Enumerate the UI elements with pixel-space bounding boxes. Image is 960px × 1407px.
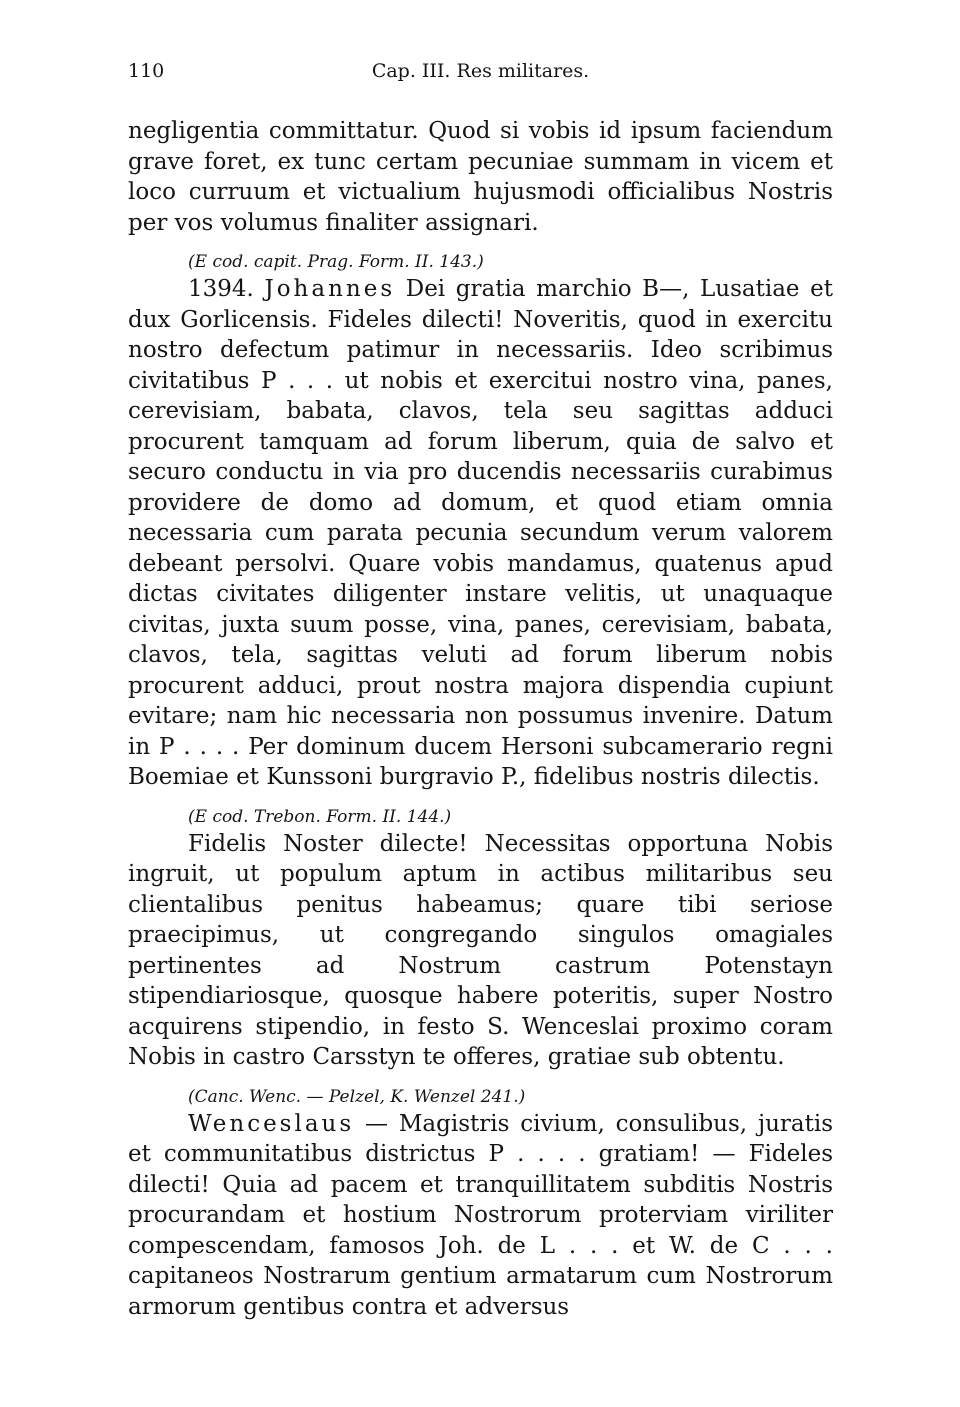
paragraph-continuation: negligentia committatur. Quod si vobis id ipsum faciendum grave foret, ex tunc certam pecuniae summam in vicem et loco curruum et victualium hujusmodi officialibus Nostris per vos volumus finaliter assignari. [128,118,833,236]
paragraph-johannes-letter [128,274,833,793]
page-number: 110 [128,60,165,82]
issuer-name: Wenceslaus [188,1110,355,1137]
source-citation: (E cod. Trebon. Form. II. 144.) [188,806,452,827]
issuer-name: Johannes [264,276,396,302]
paragraph-text: Dei gratia marchio B—, Lusatiae et dux Gorlicensis. Fideles dilecti! Noveritis, quod in exercitu nostro defectum patimur in necessariis. Ideo scribimus civitatibus P . . . ut nobis et exercitui nostro vina, panes, cerevisiam, babata, clavos, tela seu sagittas adduci procurent tamquam ad forum liberum, quia de salvo et securo conductu in via pro ducendis necessariis curabimus providere de domo ad domum, et quod etiam omnia necessaria cum parata pecunia secundum verum valorem debeant persolvi. Quare vobis mandamus, quatenus apud dictas civitates diligenter instare velitis, ut unaquaque civitas, juxta suum posse, vina, panes, cerevisiam, babata, clavos, tela, sagittas veluti ad forum liberum nobis procurent adduci, prout nostra majora dispendia cupiunt evitare; nam hic necessaria non possumus invenire. Datum in P . . . . Per dominum ducem Hersoni subcamerario regni Boemiae et Kunssoni burgravio P., fidelibus nostris dilectis. [128,276,833,790]
source-citation: (Canc. Wenc. — Pelzel, K. Wenzel 241.) [188,1086,526,1107]
body-text [128,116,833,1322]
document-year: 1394. [188,276,254,302]
paragraph-wenceslaus-letter [128,1109,833,1323]
running-head [128,56,833,86]
book-page [128,56,833,1322]
paragraph-fidelis-letter: Fidelis Noster dilecte! Necessitas opportuna Nobis ingruit, ut populum aptum in actibus militaribus seu clientalibus penitus habeamus; quare tibi seriose praecipimus, ut congregando singulos omagiales pertinentes ad Nostrum castrum Potenstayn stipendiariosque, quosque habere poteritis, super Nostro acquirens stipendio, in festo S. Wenceslai proximo coram Nobis in castro Carsstyn te offeres, gratiae sub obtentu. [128,830,833,1070]
paragraph-text: — Magistris civium, consulibus, juratis et communitatibus districtus P . . . . gratiam! — Fideles dilecti! Quia ad pacem et tranquillitatem subditis Nostris procurandam et hostium Nostrorum proterviam viriliter compescendam, famosos Joh. de L . . . et W. de C . . . capitaneos Nostrarum gentium armatarum cum Nostrorum armorum gentibus contra et adversus [128,1110,833,1320]
chapter-title: Cap. III. Res militares. [371,60,590,82]
source-citation: (E cod. capit. Prag. Form. II. 143.) [188,252,484,272]
